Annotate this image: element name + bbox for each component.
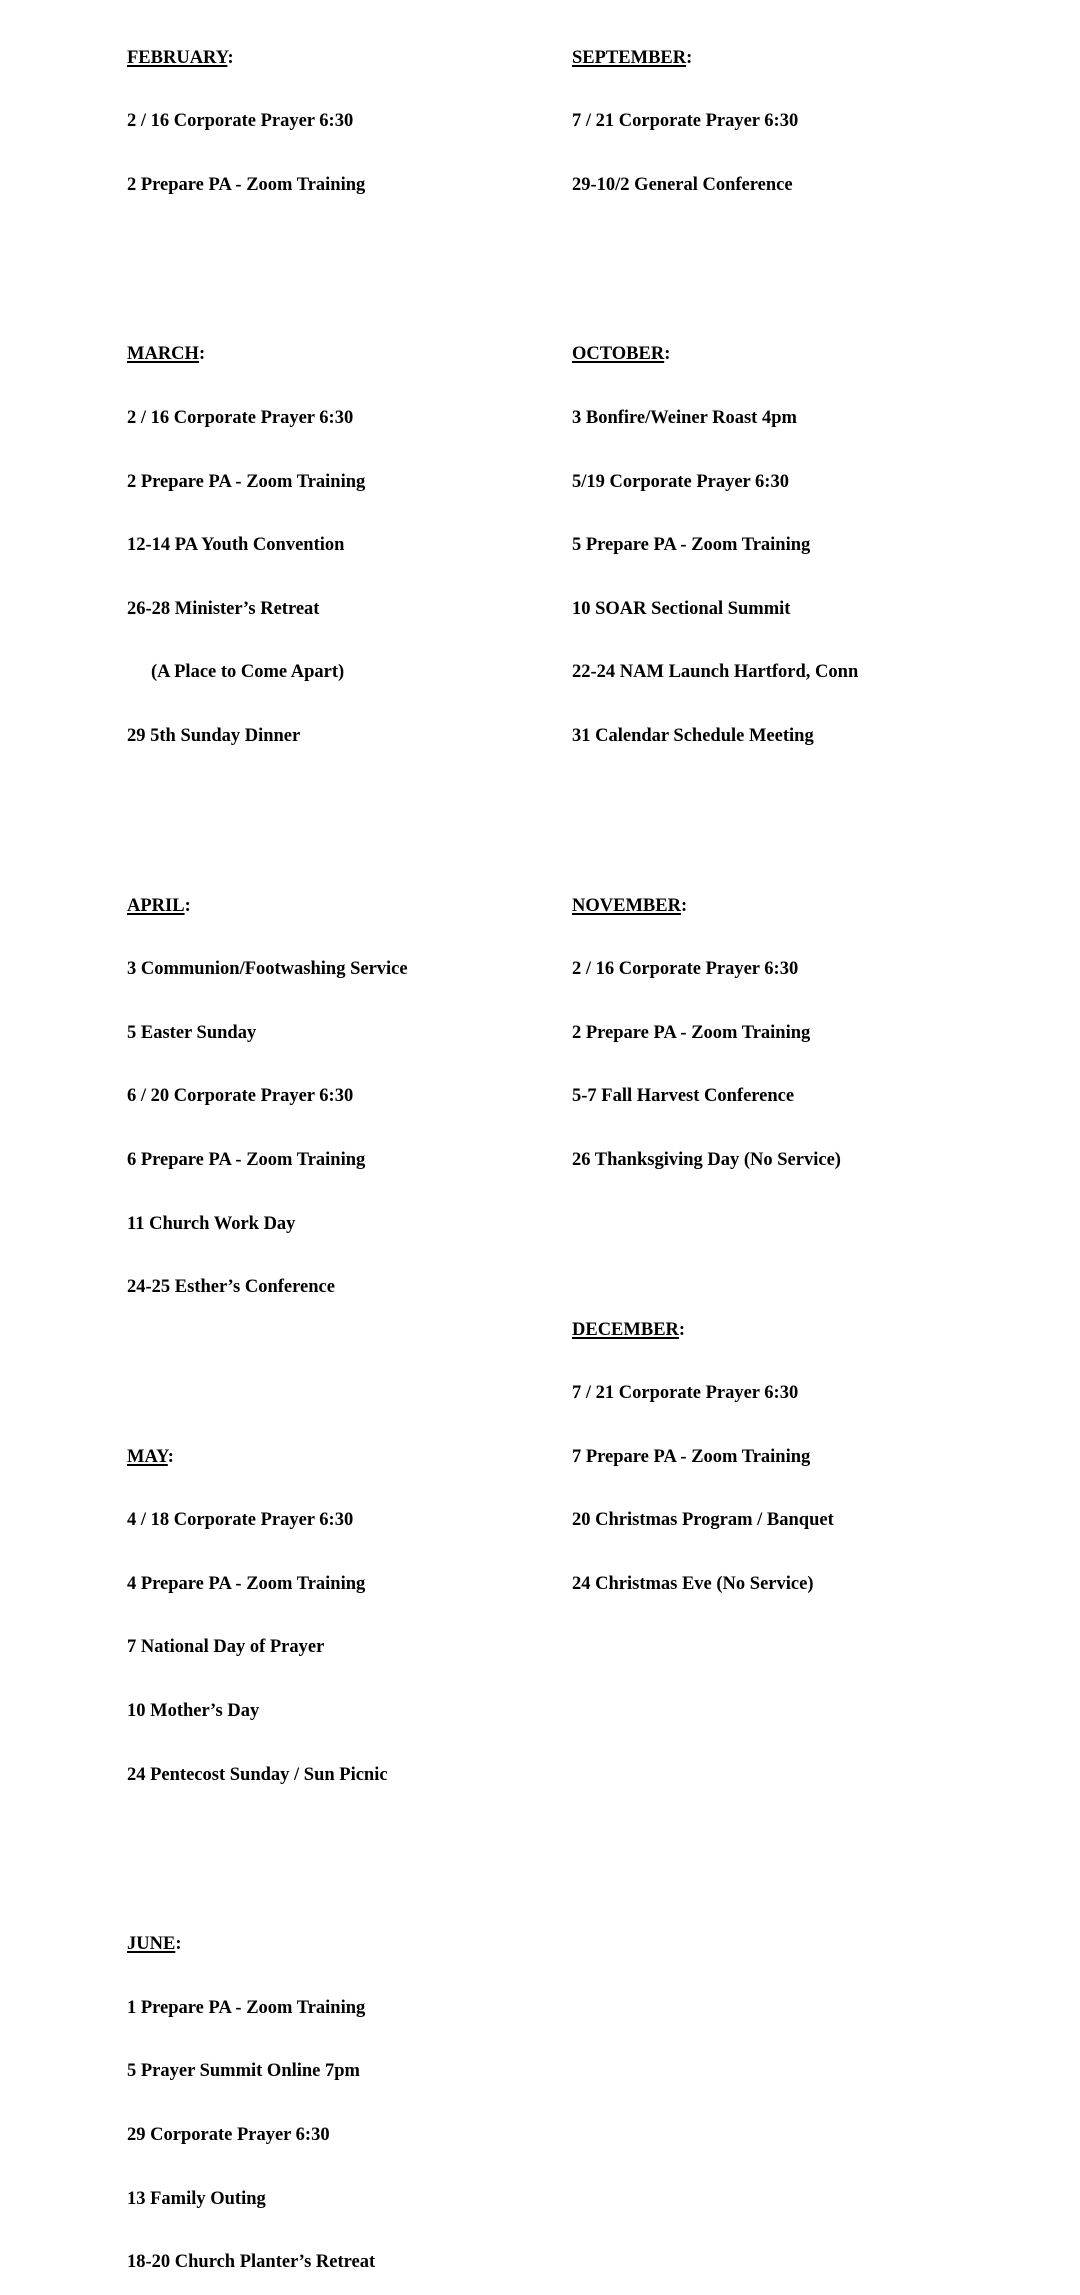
month-heading-september: SEPTEMBER: bbox=[572, 47, 693, 68]
event-item: 4 / 18 Corporate Prayer 6:30 bbox=[127, 1510, 354, 1531]
month-heading-may: MAY: bbox=[127, 1446, 174, 1467]
event-item: 18-20 Church Planter’s Retreat bbox=[127, 2252, 376, 2273]
month-heading-november: NOVEMBER: bbox=[572, 895, 688, 916]
event-item: 13 Family Outing bbox=[127, 2188, 266, 2209]
event-item: 2 / 16 Corporate Prayer 6:30 bbox=[127, 407, 354, 428]
event-item: 26-28 Minister’s Retreat bbox=[127, 598, 320, 619]
event-item-note: (A Place to Come Apart) bbox=[151, 662, 345, 683]
event-item: 5 Easter Sunday bbox=[127, 1022, 257, 1043]
event-item: 5 Prayer Summit Online 7pm bbox=[127, 2061, 360, 2082]
event-item: 2 / 16 Corporate Prayer 6:30 bbox=[572, 959, 799, 980]
event-item: 10 SOAR Sectional Summit bbox=[572, 598, 791, 619]
month-heading-april: APRIL: bbox=[127, 895, 191, 916]
right-column bbox=[572, 0, 858, 1616]
event-item: 11 Church Work Day bbox=[127, 1213, 296, 1234]
event-item: 7 National Day of Prayer bbox=[127, 1637, 325, 1658]
month-heading-december: DECEMBER: bbox=[572, 1319, 686, 1340]
event-item: 29 5th Sunday Dinner bbox=[127, 725, 301, 746]
event-item: 5/19 Corporate Prayer 6:30 bbox=[572, 471, 789, 492]
month-heading-october: OCTOBER: bbox=[572, 344, 671, 365]
event-item: 2 / 16 Corporate Prayer 6:30 bbox=[127, 111, 354, 132]
event-item: 5 Prepare PA - Zoom Training bbox=[572, 535, 811, 556]
event-item: 12-14 PA Youth Convention bbox=[127, 535, 345, 556]
event-item: 2 Prepare PA - Zoom Training bbox=[572, 1022, 811, 1043]
event-item: 24 Pentecost Sunday / Sun Picnic bbox=[127, 1764, 388, 1785]
event-item: 6 / 20 Corporate Prayer 6:30 bbox=[127, 1086, 354, 1107]
event-item: 10 Mother’s Day bbox=[127, 1701, 260, 1722]
event-item: 6 Prepare PA - Zoom Training bbox=[127, 1149, 366, 1170]
month-heading-february: FEBRUARY: bbox=[127, 47, 234, 68]
month-heading-march: MARCH: bbox=[127, 344, 206, 365]
event-item: 20 Christmas Program / Banquet bbox=[572, 1510, 834, 1531]
event-item: 31 Calendar Schedule Meeting bbox=[572, 725, 814, 746]
event-item: 5-7 Fall Harvest Conference bbox=[572, 1086, 795, 1107]
event-item: 24 Christmas Eve (No Service) bbox=[572, 1573, 814, 1594]
event-item: 3 Communion/Footwashing Service bbox=[127, 959, 408, 980]
event-item: 22-24 NAM Launch Hartford, Conn bbox=[572, 662, 859, 683]
event-item: 3 Bonfire/Weiner Roast 4pm bbox=[572, 407, 797, 428]
event-item: 29-10/2 General Conference bbox=[572, 174, 793, 195]
event-item: 2 Prepare PA - Zoom Training bbox=[127, 471, 366, 492]
event-item: 1 Prepare PA - Zoom Training bbox=[127, 1997, 366, 2018]
event-item: 26 Thanksgiving Day (No Service) bbox=[572, 1149, 841, 1170]
event-item: 7 / 21 Corporate Prayer 6:30 bbox=[572, 1383, 799, 1404]
event-item: 4 Prepare PA - Zoom Training bbox=[127, 1573, 366, 1594]
event-item: 29 Corporate Prayer 6:30 bbox=[127, 2125, 330, 2146]
left-column bbox=[127, 0, 408, 2295]
event-item: 24-25 Esther’s Conference bbox=[127, 1277, 335, 1298]
month-heading-june: JUNE: bbox=[127, 1934, 182, 1955]
event-item: 7 Prepare PA - Zoom Training bbox=[572, 1446, 811, 1467]
event-item: 2 Prepare PA - Zoom Training bbox=[127, 174, 366, 195]
event-item: 7 / 21 Corporate Prayer 6:30 bbox=[572, 111, 799, 132]
